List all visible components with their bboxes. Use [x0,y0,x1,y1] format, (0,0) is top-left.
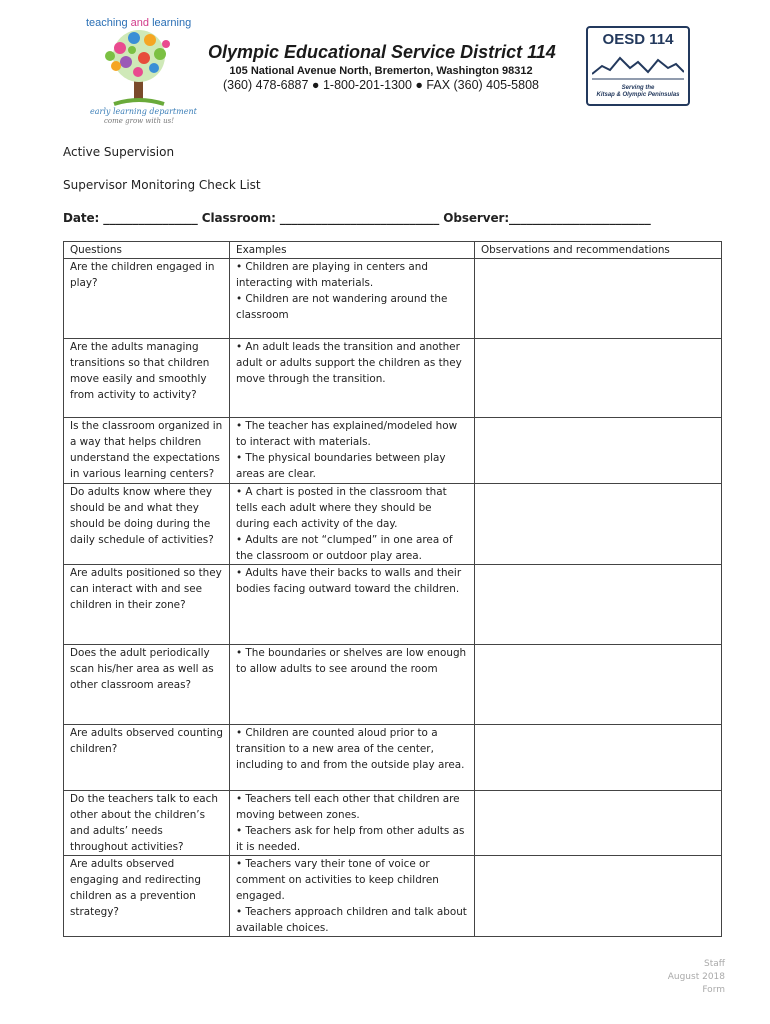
example-item: • The physical boundaries between play areas are clear. [236,452,446,480]
examples-cell [230,418,475,484]
table-row [64,339,722,418]
example-item: • Teachers vary their tone of voice or comment on activities to keep children engaged. [236,858,439,902]
examples-cell [230,725,475,791]
table-row [64,645,722,725]
oesd-badge-logo [586,26,690,106]
question-cell: Are adults observed counting children? [64,725,230,791]
question-cell: Does the adult periodically scan his/her area as well as other classroom areas? [64,645,230,725]
observations-cell[interactable] [475,339,722,418]
teaching-and-learning-logo [84,14,197,126]
footer-note [668,958,725,997]
question-cell: Are adults positioned so they can interact with and see children in their zone? [64,565,230,645]
org-address: 105 National Avenue North, Bremerton, Washington 98312 [229,65,533,77]
example-item: • The teacher has explained/modeled how to interact with materials. [236,420,458,448]
question-cell: Is the classroom organized in a way that helps children understand the expectations in various learning centers? [64,418,230,484]
question-cell: Are the adults managing transitions so that children move easily and smoothly from activity to activity? [64,339,230,418]
observations-cell[interactable] [475,856,722,937]
observations-cell[interactable] [475,645,722,725]
observations-cell[interactable] [475,259,722,339]
header-examples: Examples [230,242,475,259]
observations-cell[interactable] [475,791,722,856]
org-phone: (360) 478-6887 ● 1-800-201-1300 ● FAX (360) 405-5808 [222,78,539,92]
document-subheading: Supervisor Monitoring Check List [63,178,261,192]
table-row [64,856,722,937]
example-item: • Children are counted aloud prior to a transition to a new area of the center, including to and from the outside play area. [236,727,465,771]
footer-line: Form [702,985,725,995]
table-header-row [64,242,722,259]
observations-cell[interactable] [475,418,722,484]
logo-brand-text: teaching and learning [86,17,192,29]
example-item: • Adults have their backs to walls and their bodies facing outward toward the children. [236,567,462,595]
question-cell: Do adults know where they should be and what they should be doing during the daily schedule of activities? [64,484,230,565]
table-row [64,791,722,856]
observations-cell[interactable] [475,725,722,791]
example-item: • The boundaries or shelves are low enough to allow adults to see around the room [236,647,467,675]
question-cell: Are the children engaged in play? [64,259,230,339]
example-item: • An adult leads the transition and another adult or adults support the children as they move through the transition. [236,341,462,385]
footer-line: August 2018 [667,972,725,982]
example-item: • Children are not wandering around the classroom [236,293,448,321]
examples-cell [230,565,475,645]
question-cell: Are adults observed engaging and redirecting children as a prevention strategy? [64,856,230,937]
document-heading: Active Supervision [63,145,175,159]
example-item: • Children are playing in centers and interacting with materials. [236,261,428,289]
badge-title: OESD 114 [602,31,674,48]
logo-tagline: come grow with us! [104,117,175,125]
examples-cell [230,791,475,856]
example-item: • A chart is posted in the classroom that tells each adult where they should be during each activity of the day. [236,486,447,530]
example-item: • Teachers tell each other that children are moving between zones. [236,793,460,821]
tree-icon [84,26,194,108]
monitoring-checklist-table [63,241,722,937]
table-row [64,418,722,484]
table-row [64,725,722,791]
examples-cell [230,484,475,565]
examples-cell [230,339,475,418]
header-questions: Questions [64,242,230,259]
example-item: • Adults are not “clumped” in one area of the classroom or outdoor play area. [236,534,453,562]
table-row [64,565,722,645]
footer-line: Staff [704,959,725,969]
example-item: • Teachers approach children and talk about available choices. [236,906,467,934]
examples-cell [230,645,475,725]
table-row [64,484,722,565]
example-item: • Teachers ask for help from other adults as it is needed. [236,825,465,853]
logo-department-text: early learning department [90,107,197,116]
examples-cell [230,259,475,339]
question-cell: Do the teachers talk to each other about the children’s and adults’ needs throughout activities? [64,791,230,856]
form-fields-line: Date: ________________ Classroom: ___________________________ Observer:________________________ [63,211,651,225]
observations-cell[interactable] [475,565,722,645]
header-observations: Observations and recommendations [475,242,722,259]
table-row [64,259,722,339]
observations-cell[interactable] [475,484,722,565]
badge-serving-text: Serving the Kitsap & Olympic Peninsulas [596,85,680,98]
mountains-icon [592,52,684,82]
examples-cell [230,856,475,937]
org-title: Olympic Educational Service District 114 [208,42,556,62]
